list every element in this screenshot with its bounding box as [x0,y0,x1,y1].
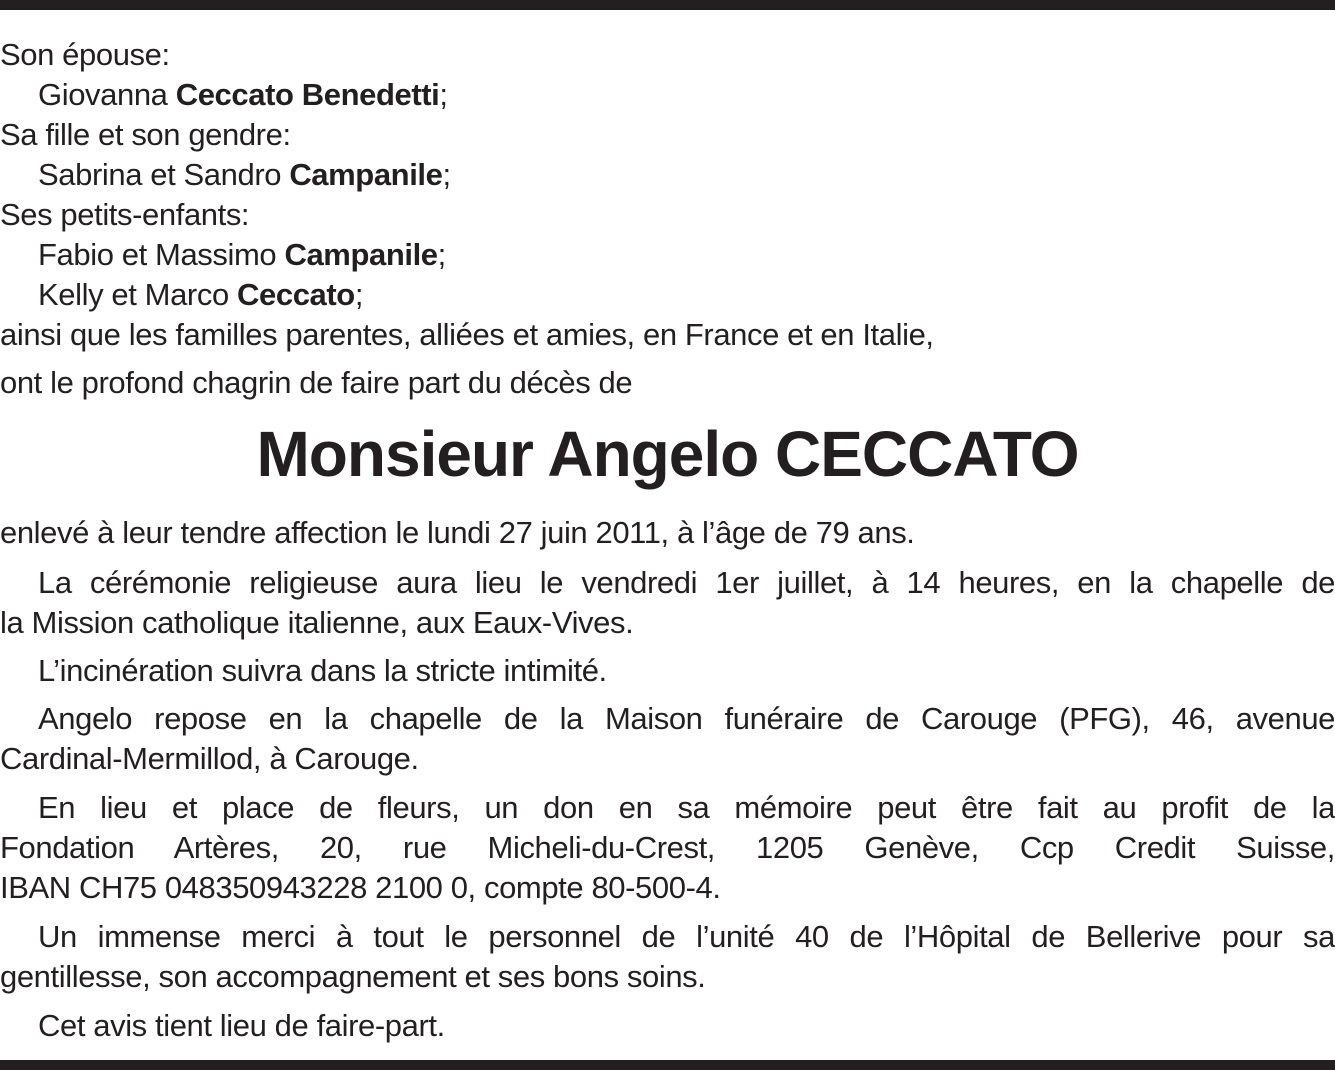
ceremony-line-1: La cérémonie religieuse aura lieu le vendredi 1er juillet, à 14 heures, en la chapelle de [38,565,1335,600]
separator: ; [442,157,451,192]
donation-line-2: Fondation Artères, 20, rue Micheli-du-Crest, 1205 Genève, Ccp Credit Suisse, [0,830,1335,865]
donation-line-1: En lieu et place de fleurs, un don en sa mémoire peut être fait au profit de la [38,790,1335,825]
grandchildren-line-2 [0,275,1335,315]
passed-line: enlevé à leur tendre affection le lundi 27 juin 2011, à l’âge de 79 ans. [0,515,915,550]
top-rule [0,0,1335,10]
daughter-surname: Campanile [289,157,443,192]
bottom-rule [0,1060,1335,1070]
deceased-name: Monsieur Angelo CECCATO [256,418,1079,490]
grandchildren-label: Ses petits-enfants: [0,197,250,232]
announcement-line: ont le profond chagrin de faire part du décès de [0,365,633,400]
thanks-line-1: Un immense merci à tout le personnel de l’unité 40 de l’Hôpital de Bellerive pour sa [38,919,1335,954]
grand2-surname: Ceccato [237,277,355,312]
grand2-given: Kelly et Marco [38,277,229,312]
spouse-given: Giovanna [38,77,168,112]
donation-line-3: IBAN CH75 048350943228 2100 0, compte 80-500-4. [0,870,721,905]
closing-line: Cet avis tient lieu de faire-part. [38,1008,445,1043]
separator: ; [439,77,448,112]
thanks-line-2: gentillesse, son accompagnement et ses bons soins. [0,959,706,994]
daughter-given: Sabrina et Sandro [38,157,282,192]
repose-line-1: Angelo repose en la chapelle de la Maison funéraire de Carouge (PFG), 46, avenue [38,701,1335,736]
separator: ; [437,237,446,272]
incineration-line: L’incinération suivra dans la stricte intimité. [38,653,607,688]
spouse-surname: Ceccato Benedetti [175,77,440,112]
daughter-label: Sa fille et son gendre: [0,117,291,152]
repose-line-2: Cardinal-Mermillod, à Carouge. [0,741,419,776]
grand1-given: Fabio et Massimo [38,237,277,272]
spouse-line [0,75,1335,115]
grand1-surname: Campanile [284,237,438,272]
separator: ; [354,277,364,312]
spouse-label: Son épouse: [0,37,170,72]
grandchildren-line-1 [0,235,1335,275]
ceremony-line-2: la Mission catholique italienne, aux Eaux-Vives. [0,605,634,640]
relatives-line: ainsi que les familles parentes, alliées et amies, en France et en Italie, [0,317,934,352]
daughter-line [0,155,1335,195]
